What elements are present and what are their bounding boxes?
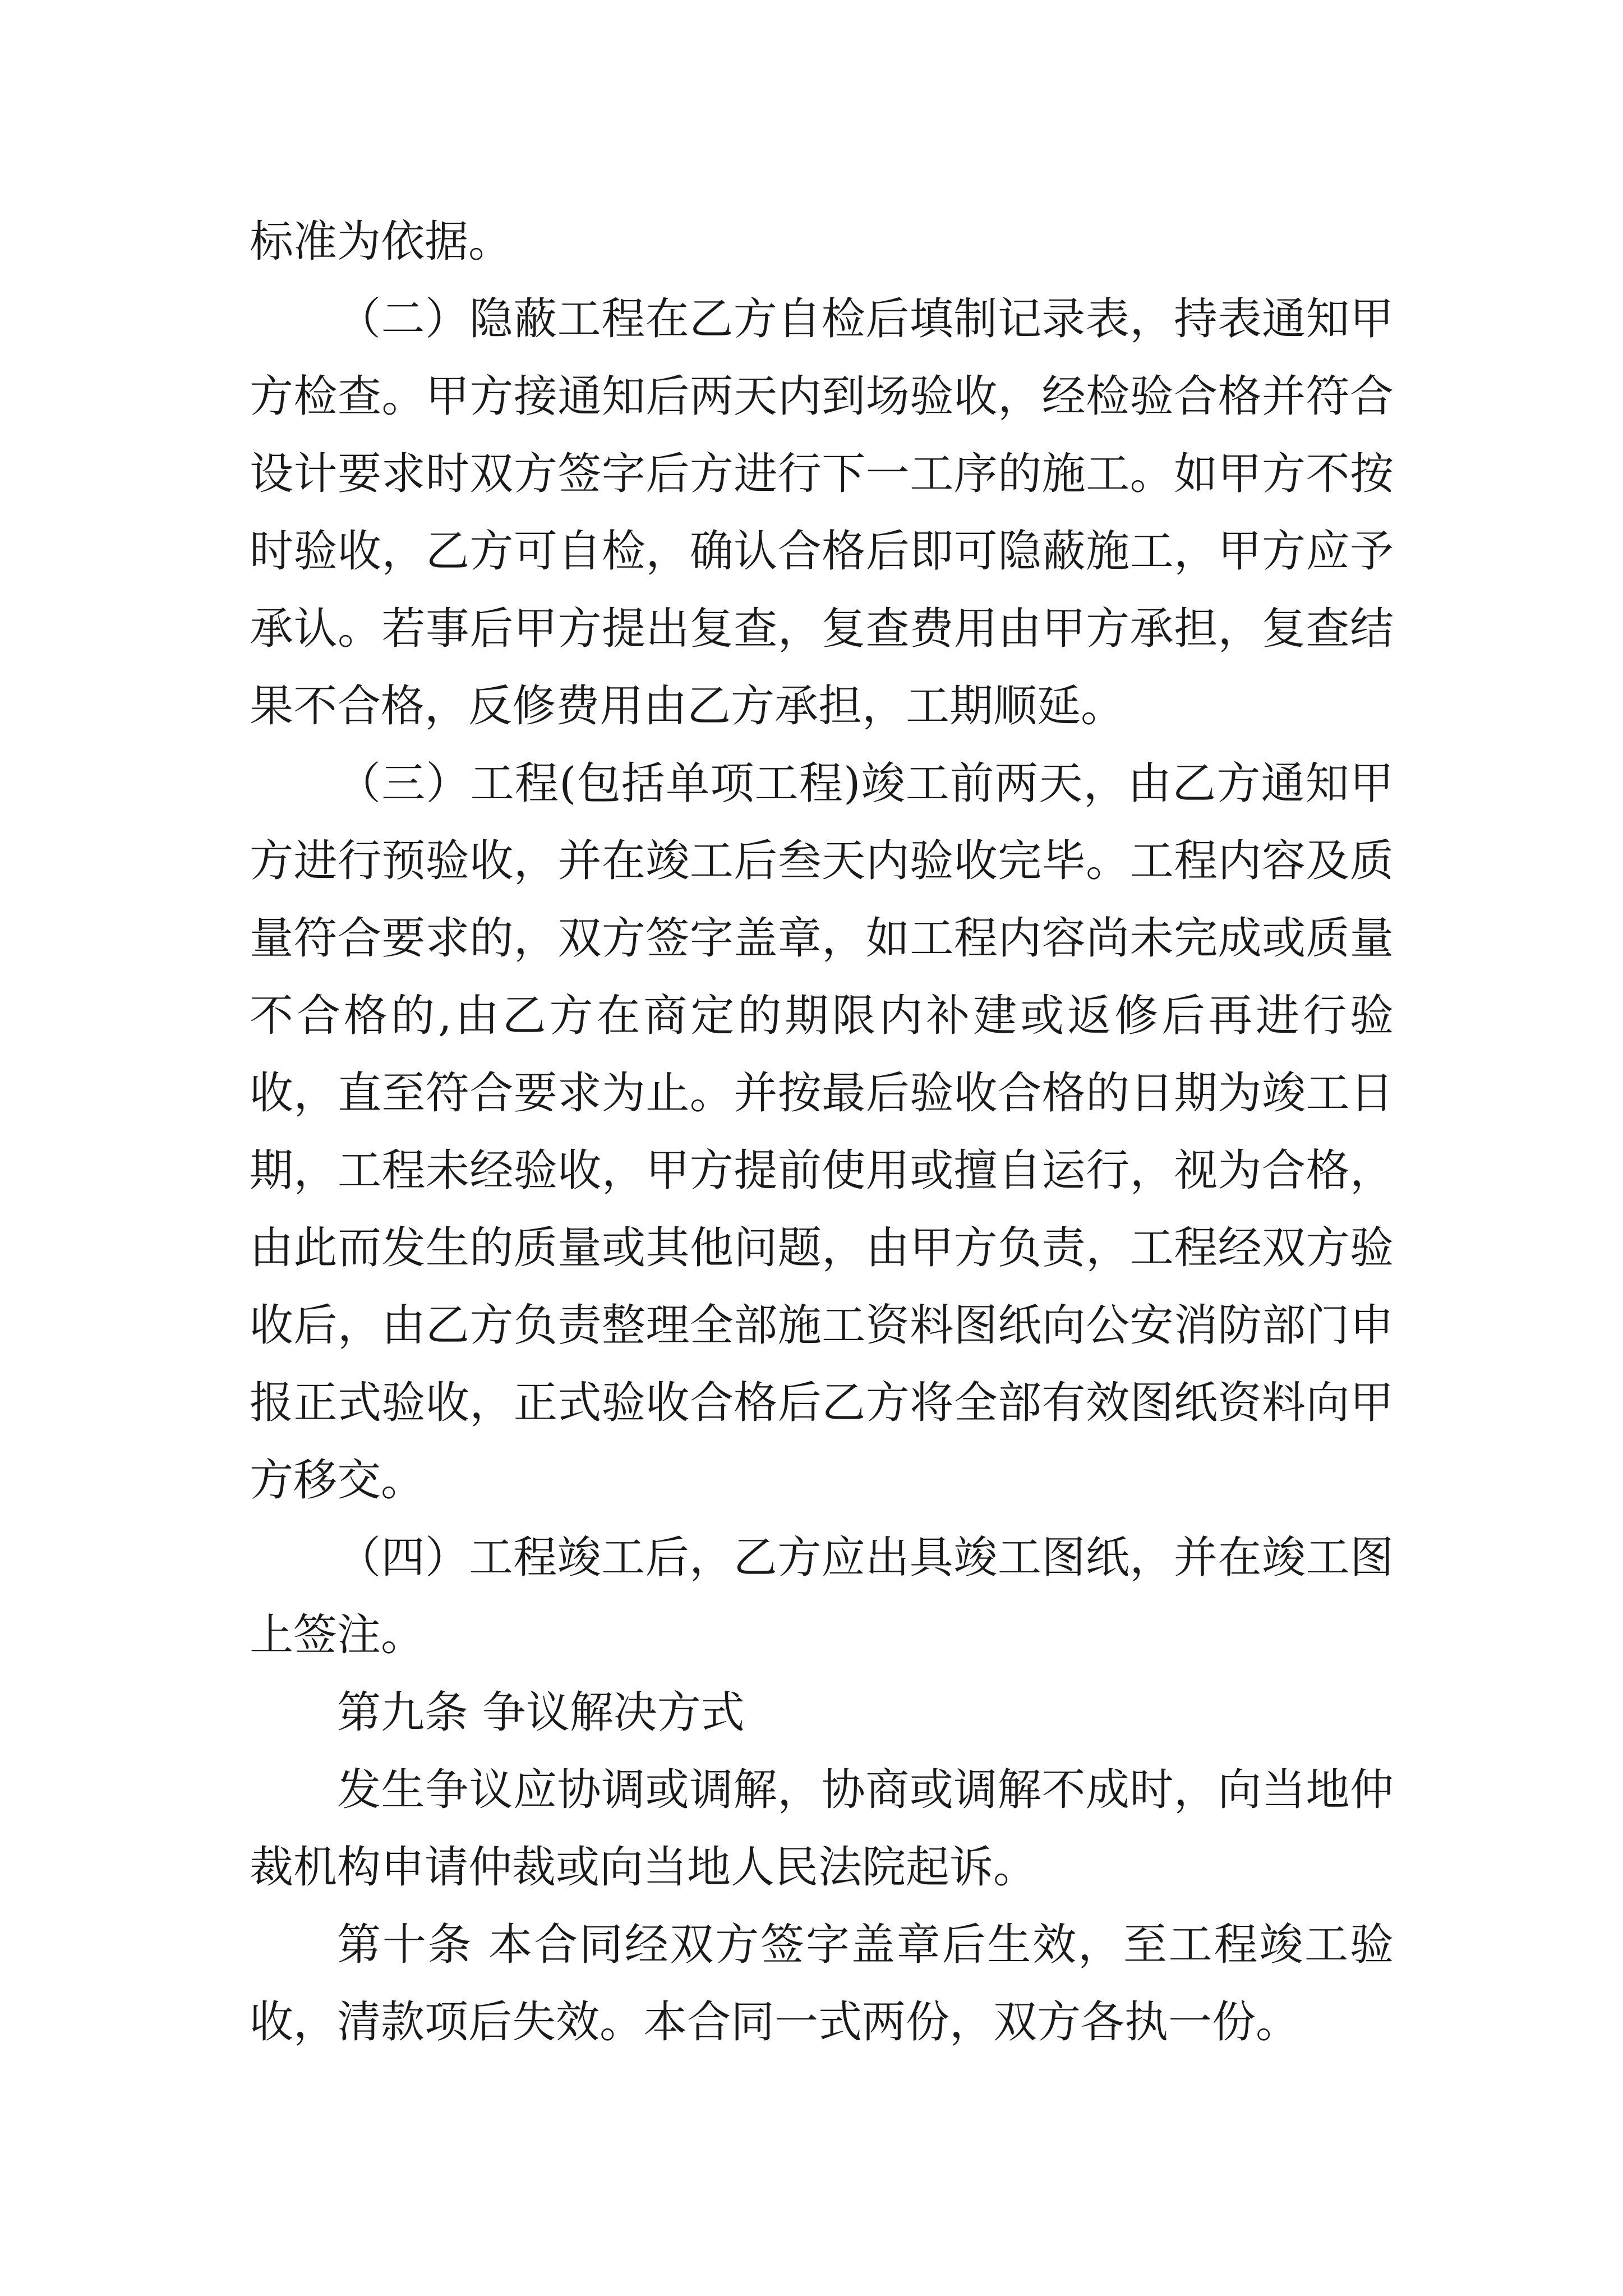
- paragraph-clause-4: （四）工程竣工后，乙方应出具竣工图纸，并在竣工图上签注。: [250, 1533, 1394, 1660]
- paragraph-continuation: 标准为依据。: [250, 217, 513, 267]
- document-body: [250, 203, 1394, 2061]
- article-9-heading: 第九条 争议解决方式: [337, 1687, 745, 1738]
- paragraph-clause-2: （二）隐蔽工程在乙方自检后填制记录表，持表通知甲方检查。甲方接通知后两天内到场验收，经检验合格并符合设计要求时双方签字后方进行下一工序的施工。如甲方不按时验收，乙方可自检，确认合格后即可隐蔽施工，甲方应予承认。若事后甲方提出复查，复查费用由甲方承担，复查结果不合格，反修费用由乙方承担，工期顺延。: [250, 294, 1394, 731]
- article-10-paragraph: 第十条 本合同经双方签字盖章后生效，至工程竣工验收，清款项后失效。本合同一式两份，双方各执一份。: [250, 1920, 1394, 2047]
- paragraph-dispute-resolution: 发生争议应协调或调解，协商或调解不成时，向当地仲裁机构申请仲裁或向当地人民法院起诉。: [250, 1765, 1394, 1893]
- paragraph-clause-3: （三）工程(包括单项工程)竣工前两天，由乙方通知甲方进行预验收，并在竣工后叁天内验收完毕。工程内容及质量符合要求的，双方签字盖章，如工程内容尚未完成或质量不合格的,由乙方在商定的期限内补建或返修后再进行验收，直至符合要求为止。并按最后验收合格的日期为竣工日期，工程未经验收，甲方提前使用或擅自运行，视为合格，由此而发生的质量或其他问题，由甲方负责，工程经双方验收后，由乙方负责整理全部施工资料图纸向公安消防部门申报正式验收，正式验收合格后乙方将全部有效图纸资料向甲方移交。: [250, 758, 1394, 1506]
